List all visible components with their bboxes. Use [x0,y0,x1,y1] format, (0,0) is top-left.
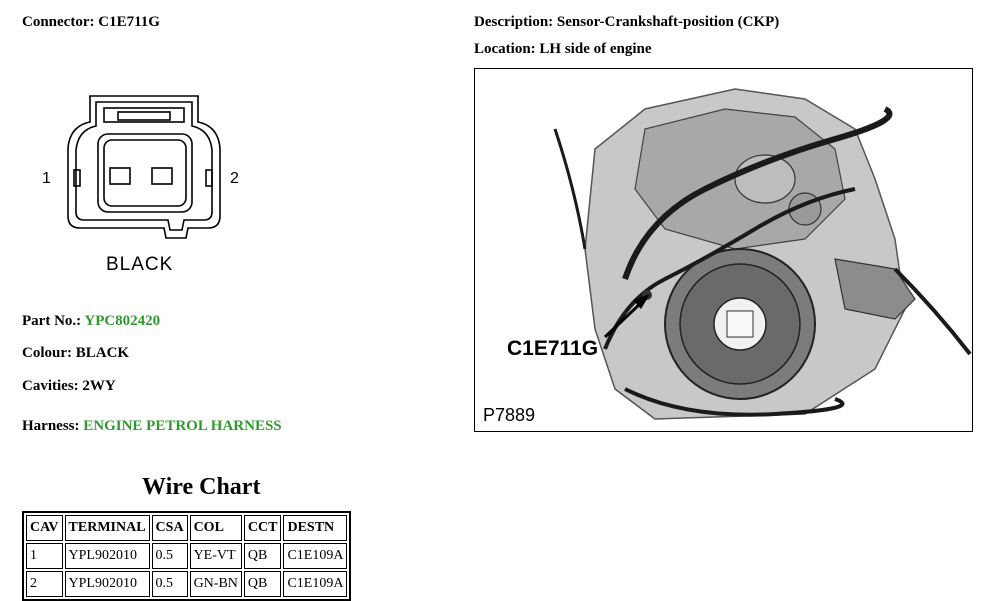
header-destn: DESTN [283,515,347,541]
connector-outline-icon [38,88,248,248]
harness-label: Harness: [22,418,80,434]
location-value: LH side of engine [539,41,652,57]
cavities-label: Cavities: [22,378,79,394]
part-no-line [22,313,160,330]
cell-col: YE-VT [190,543,242,569]
description-line [474,14,779,31]
connector-colour-label: BLACK [106,254,174,275]
connector-label: Connector: [22,14,95,30]
cell-cav: 1 [26,543,63,569]
location-line [474,41,652,58]
description-value: Sensor-Crankshaft-position (CKP) [556,14,780,30]
wire-chart-title: Wire Chart [142,474,261,500]
header-cav: CAV [26,515,63,541]
cell-destn: C1E109A [283,571,347,597]
callout-label: C1E711G [507,337,599,360]
harness-line [22,418,282,435]
part-no-link[interactable]: YPC802420 [84,313,161,329]
colour-label: Colour: [22,345,72,361]
colour-line [22,345,129,362]
cell-cav: 2 [26,571,63,597]
table-row [26,571,347,597]
cell-csa: 0.5 [152,571,188,597]
colour-value: BLACK [75,345,130,361]
cell-csa: 0.5 [152,543,188,569]
table-row [26,543,347,569]
connector-location-image [474,68,973,432]
description-label: Description: [474,14,554,30]
header-cct: CCT [244,515,282,541]
header-csa: CSA [152,515,188,541]
wire-chart-table [22,511,351,601]
engine-illustration-icon [475,69,972,431]
location-label: Location: [474,41,536,57]
cell-terminal: YPL902010 [65,571,150,597]
part-no-label: Part No.: [22,313,82,329]
table-header-row [26,515,347,541]
connector-value: C1E711G [98,14,160,30]
figure-reference: P7889 [483,405,536,425]
cell-col: GN-BN [190,571,242,597]
header-col: COL [190,515,242,541]
harness-link[interactable]: ENGINE PETROL HARNESS [83,418,282,434]
connector-line [22,14,160,31]
cell-destn: C1E109A [283,543,347,569]
cavities-value: 2WY [82,378,116,394]
cell-cct: QB [244,543,282,569]
pin-number-1: 1 [42,170,51,187]
connector-face-diagram [38,88,248,278]
header-terminal: TERMINAL [65,515,150,541]
cell-terminal: YPL902010 [65,543,150,569]
cavities-line [22,378,116,395]
cell-cct: QB [244,571,282,597]
pin-number-2: 2 [230,170,239,187]
